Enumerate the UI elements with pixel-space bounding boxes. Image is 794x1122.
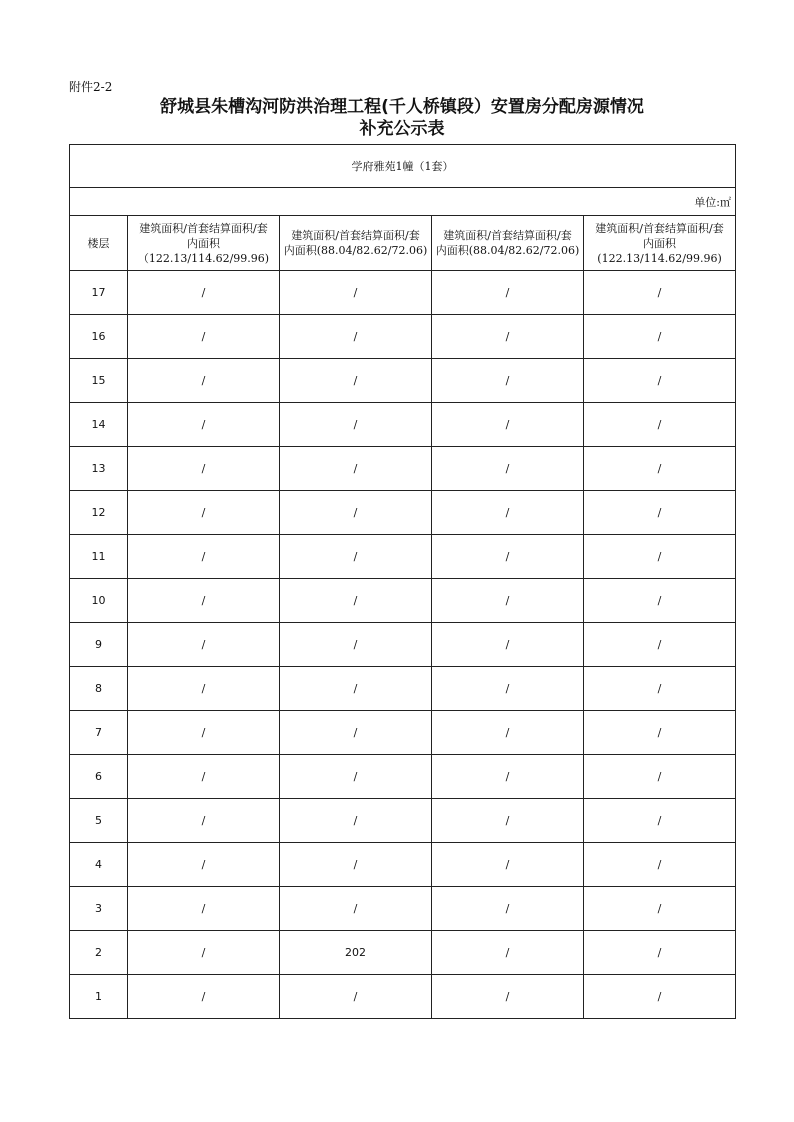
unit-cell: / — [128, 711, 280, 755]
column-header-line: 建筑面积/首套结算面积/套 — [595, 221, 724, 235]
unit-cell: / — [280, 667, 432, 711]
table-row — [70, 711, 736, 755]
unit-cell: / — [280, 843, 432, 887]
unit-cell: / — [584, 315, 736, 359]
unit-cell: / — [432, 975, 584, 1019]
unit-cell: / — [432, 667, 584, 711]
unit-cell: / — [584, 403, 736, 447]
floor-cell: 2 — [70, 931, 128, 975]
table-row — [70, 755, 736, 799]
unit-cell: / — [584, 623, 736, 667]
unit-cell: / — [128, 667, 280, 711]
column-header — [128, 216, 280, 271]
floor-cell: 4 — [70, 843, 128, 887]
unit-cell: / — [432, 579, 584, 623]
unit-cell: / — [432, 271, 584, 315]
project-name: 学府雅苑1幢（1套） — [70, 145, 736, 188]
table-row — [70, 315, 736, 359]
unit-cell: / — [280, 535, 432, 579]
unit-cell: / — [584, 447, 736, 491]
floor-cell: 6 — [70, 755, 128, 799]
column-header — [432, 216, 584, 271]
column-header-line: 建筑面积/首套结算面积/套 — [443, 229, 572, 242]
unit-cell: / — [128, 623, 280, 667]
floor-column-header: 楼层 — [70, 216, 128, 271]
unit-cell: / — [584, 667, 736, 711]
column-header — [280, 216, 432, 271]
unit-cell: / — [280, 799, 432, 843]
column-header-row — [70, 216, 736, 271]
unit-cell: / — [280, 887, 432, 931]
unit-cell: / — [432, 447, 584, 491]
column-header-line: 建筑面积/首套结算面积/套 — [291, 229, 420, 242]
table-row — [70, 667, 736, 711]
unit-cell: 202 — [280, 931, 432, 975]
floor-cell: 3 — [70, 887, 128, 931]
floor-cell: 7 — [70, 711, 128, 755]
unit-cell: / — [432, 491, 584, 535]
column-header-line: 内面积(88.04/82.62/72.06) — [435, 244, 580, 257]
unit-cell: / — [128, 799, 280, 843]
unit-cell: / — [584, 579, 736, 623]
unit-cell: / — [432, 403, 584, 447]
title-line-2: 补充公示表 — [359, 119, 445, 139]
unit-cell: / — [584, 975, 736, 1019]
unit-cell: / — [432, 315, 584, 359]
table-row — [70, 931, 736, 975]
table-row — [70, 887, 736, 931]
table-row — [70, 799, 736, 843]
attachment-label: 附件2-2 — [69, 80, 113, 94]
unit-cell: / — [280, 271, 432, 315]
unit-cell: / — [128, 843, 280, 887]
project-row — [70, 145, 736, 188]
unit-cell: / — [432, 843, 584, 887]
unit-row — [70, 188, 736, 216]
unit-cell: / — [128, 931, 280, 975]
table-row — [70, 271, 736, 315]
floor-cell: 16 — [70, 315, 128, 359]
floor-cell: 8 — [70, 667, 128, 711]
floor-cell: 17 — [70, 271, 128, 315]
unit-cell: / — [432, 799, 584, 843]
unit-cell: / — [584, 711, 736, 755]
floor-cell: 12 — [70, 491, 128, 535]
unit-cell: / — [128, 403, 280, 447]
unit-cell: / — [128, 755, 280, 799]
unit-cell: / — [128, 975, 280, 1019]
unit-cell: / — [280, 975, 432, 1019]
unit-cell: / — [584, 755, 736, 799]
table-row — [70, 579, 736, 623]
unit-cell: / — [584, 887, 736, 931]
unit-cell: / — [128, 535, 280, 579]
column-header-line: 内面积 — [187, 236, 220, 250]
unit-cell: / — [584, 799, 736, 843]
unit-cell: / — [584, 843, 736, 887]
column-header — [584, 216, 736, 271]
unit-cell: / — [432, 887, 584, 931]
column-header-line: (122.13/114.62/99.96) — [597, 251, 722, 265]
floor-cell: 11 — [70, 535, 128, 579]
unit-cell: / — [584, 535, 736, 579]
unit-cell: / — [128, 579, 280, 623]
unit-cell: / — [128, 359, 280, 403]
unit-cell: / — [584, 931, 736, 975]
unit-cell: / — [128, 887, 280, 931]
housing-table — [69, 144, 736, 1019]
column-header-line: 内面积(88.04/82.62/72.06) — [283, 244, 428, 257]
table-row — [70, 975, 736, 1019]
floor-cell: 9 — [70, 623, 128, 667]
unit-cell: / — [280, 403, 432, 447]
unit-cell: / — [280, 579, 432, 623]
column-header-line: 内面积 — [643, 236, 677, 250]
unit-cell: / — [584, 359, 736, 403]
column-header-line: （122.13/114.62/99.96) — [137, 251, 270, 265]
floor-cell: 1 — [70, 975, 128, 1019]
unit-cell: / — [280, 711, 432, 755]
table-row — [70, 447, 736, 491]
unit-cell: / — [128, 315, 280, 359]
housing-table-body — [70, 145, 736, 1019]
unit-cell: / — [584, 271, 736, 315]
table-row — [70, 535, 736, 579]
unit-cell: / — [280, 359, 432, 403]
unit-cell: / — [280, 755, 432, 799]
floor-cell: 5 — [70, 799, 128, 843]
unit-cell: / — [280, 315, 432, 359]
unit-cell: / — [432, 931, 584, 975]
unit-cell: / — [432, 535, 584, 579]
unit-cell: / — [280, 623, 432, 667]
table-row — [70, 623, 736, 667]
floor-cell: 10 — [70, 579, 128, 623]
document-title — [69, 96, 735, 140]
unit-cell: / — [432, 755, 584, 799]
table-row — [70, 491, 736, 535]
unit-cell: / — [584, 491, 736, 535]
column-header-line: 建筑面积/首套结算面积/套 — [139, 221, 268, 235]
table-row — [70, 843, 736, 887]
unit-cell: / — [432, 623, 584, 667]
unit-cell: / — [128, 491, 280, 535]
unit-cell: / — [128, 447, 280, 491]
table-row — [70, 403, 736, 447]
title-line-1: 舒城县朱槽沟河防洪治理工程(千人桥镇段）安置房分配房源情况 — [160, 97, 644, 117]
table-row — [70, 359, 736, 403]
floor-cell: 13 — [70, 447, 128, 491]
unit-cell: / — [128, 271, 280, 315]
unit-cell: / — [280, 491, 432, 535]
unit-label: 单位:㎡ — [70, 188, 736, 216]
unit-cell: / — [432, 359, 584, 403]
floor-cell: 15 — [70, 359, 128, 403]
floor-cell: 14 — [70, 403, 128, 447]
unit-cell: / — [280, 447, 432, 491]
unit-cell: / — [432, 711, 584, 755]
